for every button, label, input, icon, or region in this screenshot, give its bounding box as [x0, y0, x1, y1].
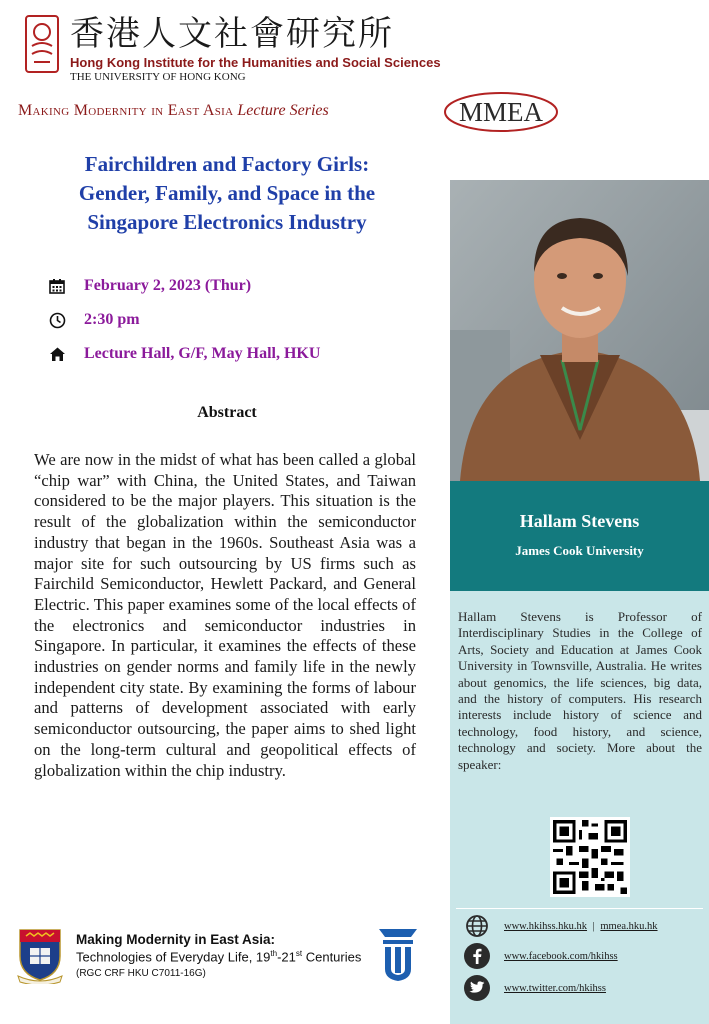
subtitle-part: -21: [277, 949, 296, 965]
mmea-logo-text: MMEA: [458, 97, 544, 127]
event-time: 2:30 pm: [84, 311, 140, 328]
facebook-icon: [464, 943, 490, 969]
facebook-link[interactable]: www.facebook.com/hkihss: [504, 950, 618, 962]
globe-icon: [464, 913, 490, 939]
abstract-body: We are now in the midst of what has been called a global “chip war” with China, the United States, and Taiwan considered to be the major players. This situation is the result of the globalization within the semiconductor industry that began in the 1960s. Southeast Asia was a major site for such outsourcing by US firms such as Fairchild Semiconductor, Hewlett Packard, and General Electric. This paper examines some of the local effects of the electronics and semiconductor industries in Singapore. In particular, it examines the effects of these industries on gender norms and family life in the newly independent city state. By examining the forms of labour and patterns of development associated with early semiconductor outsourcing, the paper aims to shed light on the long-term cultural and geopolitical effects of globalization within the chip industry.: [34, 450, 416, 780]
hku-crest-logo: [16, 926, 64, 984]
website-link[interactable]: www.hkihss.hku.hk: [504, 920, 588, 932]
link-separator: |: [592, 920, 595, 932]
talk-title-line: Gender, Family, and Space in the: [78, 181, 376, 205]
subtitle-part: Centuries: [302, 949, 362, 965]
event-venue: Lecture Hall, G/F, May Hall, HKU: [84, 345, 321, 362]
speaker-photo: [450, 180, 709, 481]
university-name: THE UNIVERSITY OF HONG KONG: [70, 71, 246, 83]
footer-project-subtitle: [76, 949, 361, 964]
mmea-website-link[interactable]: mmea.hku.hk: [600, 920, 658, 932]
speaker-bio-panel: [450, 591, 709, 1024]
lecture-series-title: [18, 102, 329, 120]
mmea-logo: [442, 90, 560, 134]
institute-chinese-name: 香港人文社會研究所: [70, 14, 394, 54]
speaker-box: [450, 481, 709, 591]
facebook-link-row: [464, 943, 618, 969]
clock-icon: [48, 311, 66, 329]
partner-university-logo: [375, 925, 421, 987]
subtitle-sup: th: [270, 949, 278, 958]
talk-title: [30, 150, 424, 237]
event-venue-row: [48, 342, 320, 366]
speaker-bio: Hallam Stevens is Professor of Interdisciplinary Studies in the College of Arts, Society and Education at James Cook University in Townsville, Australia. He writes about genomics, the life sciences, big data, and the history of computers. His research interests include history of science and technology, food history, and science, technology and society. More about the speaker:: [458, 609, 702, 772]
series-name: Making Modernity in East Asia: [18, 102, 234, 119]
hkihss-seal-logo: [22, 14, 62, 76]
subtitle-sup: st: [295, 949, 303, 958]
calendar-icon: [48, 277, 66, 295]
footer-project-title: Making Modernity in East Asia:: [76, 932, 276, 947]
series-suffix: Lecture Series: [237, 102, 329, 119]
speaker-affiliation: James Cook University: [515, 543, 644, 558]
divider: [456, 908, 703, 909]
footer-grant-code: (RGC CRF HKU C7011-16G): [76, 968, 206, 979]
talk-title-line: Fairchildren and Factory Girls:: [84, 152, 370, 176]
twitter-link[interactable]: www.twitter.com/hkihss: [504, 982, 606, 994]
twitter-icon: [464, 975, 490, 1001]
event-date: February 2, 2023 (Thur): [84, 277, 252, 294]
abstract-heading: Abstract: [197, 404, 257, 421]
home-icon: [48, 345, 66, 363]
speaker-name: Hallam Stevens: [519, 511, 640, 531]
twitter-link-row: [464, 975, 606, 1001]
event-date-row: [48, 274, 251, 298]
qr-code-icon[interactable]: [550, 817, 630, 897]
website-links-row: [464, 913, 658, 939]
institute-english-name: Hong Kong Institute for the Humanities and Social Sciences: [70, 55, 441, 70]
subtitle-part: Technologies of Everyday Life, 19: [76, 949, 271, 965]
talk-title-line: Singapore Electronics Industry: [87, 210, 367, 234]
event-time-row: [48, 308, 140, 332]
